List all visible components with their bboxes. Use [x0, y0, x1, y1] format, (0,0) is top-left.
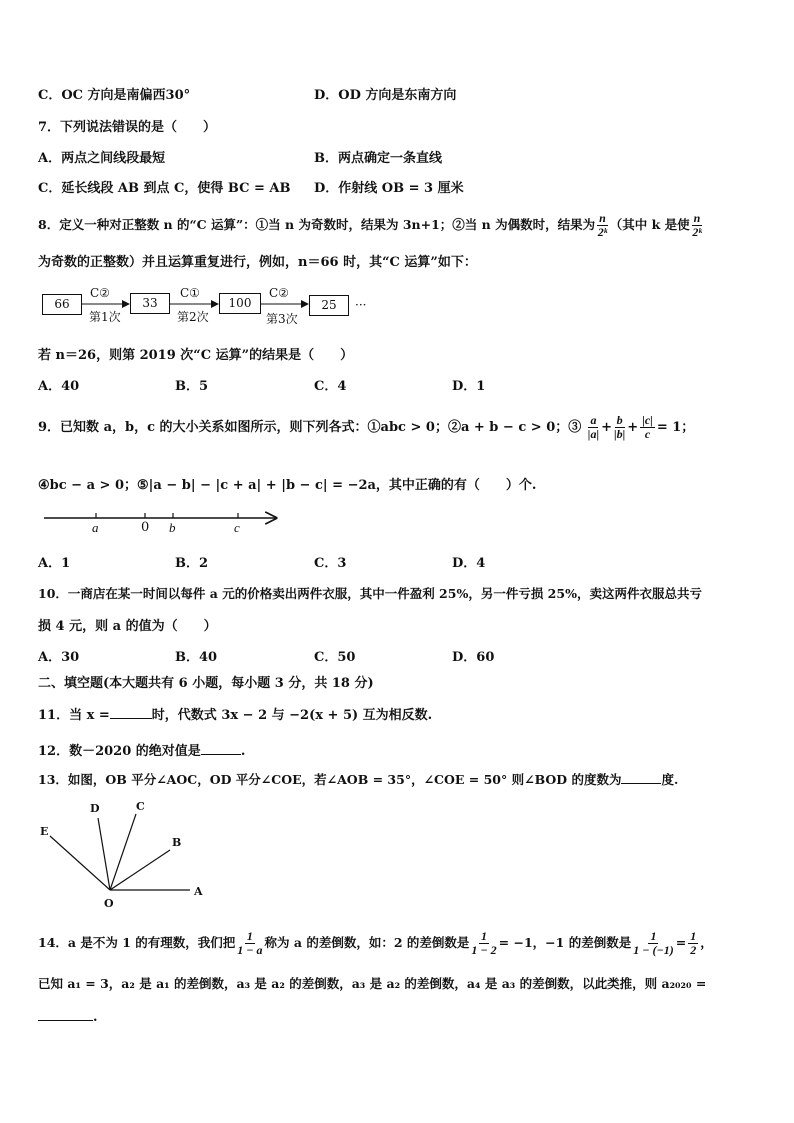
q10-line2: 损 4 元，则 a 的值为（ ） — [38, 619, 217, 634]
flow-ellipsis: ··· — [355, 298, 367, 312]
point-label-C: C — [136, 800, 145, 813]
q9-number-line — [40, 508, 290, 538]
q12-answer-blank[interactable] — [201, 754, 241, 755]
q12-part1: 12．数－2020 的绝对值是 — [38, 744, 201, 759]
q8-option-a: A．40 — [38, 379, 80, 394]
q9-line2: ④bc − a > 0；⑤|a − b| − |c + a| + |b − c| = −2a，其中正确的有（ ）个. — [38, 478, 537, 493]
q7-option-b: B．两点确定一条直线 — [314, 151, 442, 166]
q6-option-c: C．OC 方向是南偏西30° — [38, 88, 191, 103]
q14-frac-3: $\frac{1}{1 - (-1)}$ — [633, 929, 674, 957]
section-heading: 二、填空题(本大题共有 6 小题，每小题 3 分，共 18 分) — [38, 676, 374, 691]
flow-op-3: C② — [269, 286, 289, 300]
q8-fraction: $\frac{n}{\text{2ᵏ}}$ — [597, 211, 608, 239]
q9-option-c: C．3 — [314, 556, 347, 571]
q11-part2: 时，代数式 3x − 2 与 −2(x + 5) 互为相反数. — [151, 708, 433, 723]
q7-option-c: C．延长线段 AB 到点 C，使得 BC = AB — [38, 181, 291, 196]
q6-option-d: D．OD 方向是东南方向 — [314, 88, 457, 103]
q9-option-d: D．4 — [452, 556, 486, 571]
q14-line1-d: = — [675, 935, 687, 950]
q9-stem-text: 9．已知数 a，b，c 的大小关系如图所示，则下列各式：①abc > 0；②a + b − c > 0；③ — [38, 420, 582, 435]
flow-step-1: 第1次 — [89, 310, 121, 324]
q8-stem — [38, 212, 704, 239]
flow-box-2: 33 — [130, 293, 170, 314]
q14-line1-c: = −1，−1 的差倒数是 — [498, 935, 632, 950]
q12-part2: . — [240, 744, 246, 759]
q9-frac-b: $\frac{b}{|b|}$ — [614, 413, 626, 441]
q8-stem-part2: （其中 k 是使 — [609, 217, 690, 232]
point-label-E: E — [40, 825, 49, 838]
q14-frac-2: $\frac{1}{1 - 2}$ — [471, 929, 497, 957]
q14-line2: 已知 a₁ = 3，a₂ 是 a₁ 的差倒数，a₃ 是 a₂ 的差倒数，a₃ 是 a₂ 的差倒数，a₄ 是 a₃ 的差倒数，以此类推，则 a₂₀₂₀ = — [38, 976, 707, 991]
q9-option-a: A．1 — [38, 556, 71, 571]
q13 — [38, 770, 678, 788]
q8-option-b: B．5 — [175, 379, 209, 394]
q10-option-c: C．50 — [314, 650, 356, 665]
q10-option-d: D．60 — [452, 650, 495, 665]
q14-line1-b: 称为 a 的差倒数，如：2 的差倒数是 — [264, 935, 470, 950]
flow-op-2: C① — [180, 286, 200, 300]
q9-stem: 9．已知数 a，b，c 的大小关系如图所示，则下列各式：①abc > 0；②a + b − c > 0；③ $\frac{a}{|a|}$ + $\frac{b}{|b|}$ + $\frac{|c|}{c}$ = 1； — [38, 413, 695, 441]
q14-line3 — [38, 1010, 98, 1025]
q8-stem-part1: 8．定义一种对正整数 n 的“C 运算”：①当 n 为奇数时，结果为 3n+1；②当 n 为偶数时，结果为 — [38, 217, 596, 232]
q9-stem-eq: = 1； — [656, 420, 695, 435]
ray-OD — [98, 818, 110, 890]
point-label-B: B — [172, 836, 182, 849]
ray-OB — [110, 850, 170, 890]
q11-part1: 11．当 x = — [38, 708, 110, 723]
q14-line1-a: 14．a 是不为 1 的有理数，我们把 — [38, 935, 236, 950]
q14-answer-blank[interactable] — [38, 1020, 93, 1021]
flow-step-3: 第3次 — [266, 312, 298, 326]
number-line-label-c: c — [234, 520, 240, 535]
q13-part1: 13．如图，OB 平分∠AOC，OD 平分∠COE，若∠AOB = 35°，∠COE = 50° 则∠BOD 的度数为 — [38, 772, 622, 787]
q9-option-b: B．2 — [175, 556, 209, 571]
q9-frac-a: $\frac{a}{|a|}$ — [587, 413, 600, 441]
q10-option-b: B．40 — [175, 650, 218, 665]
q8-option-c: C．4 — [314, 379, 347, 394]
q12 — [38, 740, 245, 759]
q7-stem: 7．下列说法错误的是（ ） — [38, 120, 217, 135]
q11-answer-blank[interactable] — [110, 718, 152, 719]
q8-fraction-2: $\frac{n}{\text{2ᵏ}}$ — [692, 211, 702, 239]
ray-OC — [110, 814, 136, 890]
q7-option-d: D．作射线 OB = 3 厘米 — [314, 181, 464, 196]
q13-part2: 度. — [661, 772, 679, 787]
number-line-label-a: a — [92, 520, 99, 535]
number-line-label-b: b — [169, 520, 176, 535]
q8-stem-line2: 为奇数的正整数）并且运算重复进行，例如，n＝66 时，其“C 运算”如下： — [38, 255, 477, 270]
number-line-label-0: 0 — [141, 520, 150, 535]
q14-line3-period: . — [93, 1010, 98, 1025]
q14-frac-1: $\frac{1}{1 - a}$ — [237, 929, 263, 957]
point-label-O: O — [104, 897, 114, 910]
q10-line1: 10．一商店在某一时间以每件 a 元的价格卖出两件衣服，其中一件盈利 25%，另一件亏损 25%，卖这两件衣服总共亏 — [38, 586, 702, 601]
q11 — [38, 704, 432, 723]
flow-op-1: C② — [90, 286, 110, 300]
q14-frac-4: $\frac{1}{2}$ — [690, 929, 697, 957]
q13-answer-blank[interactable] — [621, 783, 661, 784]
q13-angle-figure — [30, 800, 220, 910]
flow-box-4: 25 — [309, 295, 349, 316]
point-label-A: A — [194, 885, 203, 898]
ray-OE — [50, 836, 110, 890]
flow-step-2: 第2次 — [177, 310, 209, 324]
q10-option-a: A．30 — [38, 650, 80, 665]
q8-option-d: D．1 — [452, 379, 486, 394]
point-label-D: D — [90, 802, 100, 815]
flow-box-1: 66 — [42, 294, 82, 315]
q8-question: 若 n＝26，则第 2019 次“C 运算”的结果是（ ） — [38, 348, 354, 363]
q9-frac-c: $\frac{|c|}{c}$ — [642, 413, 653, 441]
q7-option-a: A．两点之间线段最短 — [38, 151, 166, 166]
q14-line1: 14．a 是不为 1 的有理数，我们把 $\frac{1}{1 - a}$ 称为 a 的差倒数，如：2 的差倒数是 $\frac{1}{1 - 2}$ = −1，−1 的差倒数是 $\frac{1}{1 - (-1)}$ = $\frac{1}{2}$ ， — [38, 929, 713, 957]
flow-box-3: 100 — [219, 293, 261, 314]
